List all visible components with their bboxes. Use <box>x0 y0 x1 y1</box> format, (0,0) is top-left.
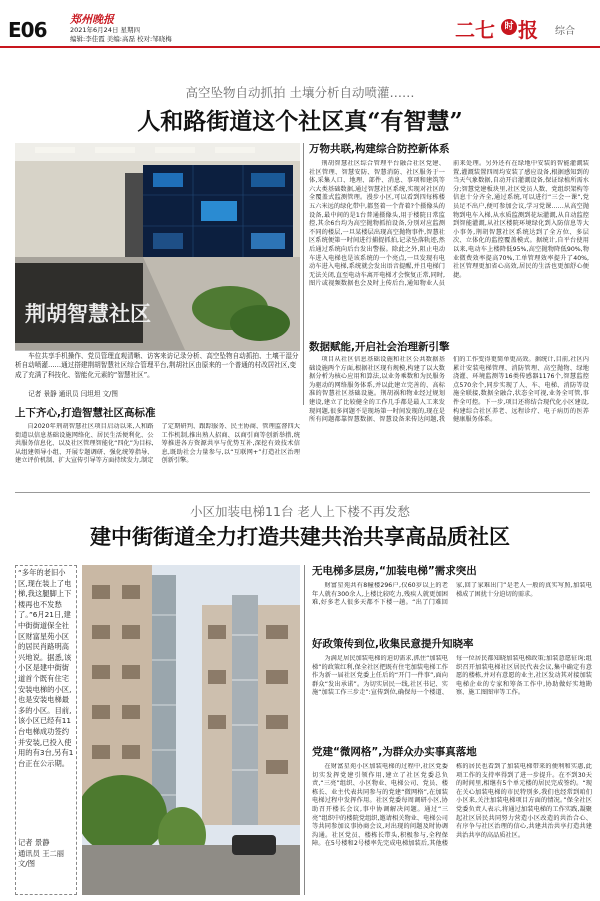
story2-photo <box>82 565 300 895</box>
brand-badge-icon: 时 <box>501 19 517 35</box>
story2-subhead-3: 党建“微网格”,为群众办实事真落地 <box>312 746 477 758</box>
section-label: 综合 <box>555 26 575 37</box>
masthead <box>0 0 600 46</box>
story2-body-3: 在财富星苑小区加装电梯的过程中,社区党委切实发挥党建引领作用,建立了社区党委总负责,“三亮”组织、小区物业、电梯公司、党员、楼栋长、业主代表共同参与的党建“微网格”,在加装电梯过程中发挥作用。社区党委每周调研小区,协助召开楼长会议,事中协调解决问题。通过“三亮”组织中的楼院党组织,邀请相关物业、电梯公司等共同参加议事协商会议,对出现的问题及时协调沟通。社区党员、楼栋长带头,积极参与,全程保障。在5号楼和2号楼率先完成电梯加装后,其他楼栋的居民也看到了加装电梯带来的便利和实惠,此项工作的支持率得到了进一步提升。在不到30天的时间里,相继有5个单元楼的居民完成签约。“现在关心加装电梯的市民特别多,我们也经常到咱们小区来,关注加装电梯项目方面的情况。”保全社区党委负责人表示,将通过加装电梯的工作实践,凝聚起社区居民共同努力营造小区改造的共治合心、有序争与社区治理的信心,共建共治共享打造共建共治共享的高品质社区。 <box>312 763 592 848</box>
editors-line: 编辑:李佳霞 美编:高磊 校对:邹晓梅 <box>70 35 172 43</box>
story2-kicker: 小区加装电梯11台 老人上下楼不再发愁 <box>190 504 410 519</box>
story1-column-rule <box>303 143 304 405</box>
brand-tail: 报 <box>518 18 538 42</box>
story2-subhead-1: 无电梯多层房,“加装电梯”需求突出 <box>312 565 477 577</box>
story2-body-2: 为满足居民加装电梯的迫切需求,抓住“加装电梯”的政策红利,保全社区把既有住宅加装电梯工作作为新一届社区党委上任后的“开门一件事”,面向群众“发出承诺”。为切实居民一线,社区书记、实施“加装工作三步走”:宣传到位,确保每一个楼道、每一位居民都知晓加装电梯政策;加装意愿征询;组织召开加装电梯社区居民代表会议,集中确定有意愿的楼栋,并对有意愿的业主,社区发动其对接加装电梯企业的专家和筹备工作中,协助做好实地勘察、施工图图审等工作。 <box>312 655 592 697</box>
story1-subhead-3: 数据赋能,开启社会治理新引擎 <box>309 341 450 353</box>
page-number: E06 <box>8 18 47 42</box>
story2-column-rule <box>304 565 305 895</box>
story2-lead-box <box>15 565 77 895</box>
story1-subhead-2: 上下齐心,打造智慧社区高标准 <box>15 407 156 419</box>
story2-credit: 记者 景静 通讯员 王二丽 文/图 <box>18 838 65 869</box>
story1-photo-caption: 车位共享手机操作、党员管理直观清晰、访客来访记录分析、高空坠物自动抓拍、土壤干湿分析自动喷灌……通过搭建荆胡智慧社区综合管理平台,荆胡社区由原来的一个普通的村改居社区,变成了充满了科技化、智能化元素的“智慧社区”。 <box>15 352 299 379</box>
story1-photo-rule <box>15 350 300 351</box>
masthead-rule <box>0 46 600 48</box>
brand-main: 二七 <box>455 18 495 42</box>
story2-body-1: 财富星苑共有8幢楼296户,仅60岁以上的老年人就有300余人,上楼比较吃力,残疾人就更加困难,好多老人很多天都不下楼一趟。“出了门难回家,回了家难出门”是老人一般的真实写照,加装电梯成了困扰十分迫切的需求。 <box>312 582 592 607</box>
story1-subhead-1: 万物共联,构建综合防控新体系 <box>309 143 450 155</box>
story2-subhead-2: 好政策传到位,收集民意提升知晓率 <box>312 638 474 650</box>
story1-body-2: 自2020年荆胡智慧社区项目启动以来,人和路街道以信息基础设施网络化、居民生活便利化、公共服务信息化、以及社区管理智能化“四化”为目标,从组建领导小组、开展专题调研、强化统筹指导、建立评价机制、扩大宣传引导等方面持续发力,制定了定期研判、跟踪服务、民主协商、管理监督四大工作机制,推出熟人招商、以商引商等创新举措,统筹推进各方资源共享与优势互补,深挖有效技术信息,既助社会力量参与,以“互联网+”打造社区治理创新引擎。 <box>15 423 300 465</box>
story1-photo-credit: 记者 景静 通讯员 闫坦坦 文/图 <box>28 390 118 398</box>
story-divider <box>15 492 590 493</box>
story2-lead-text: “多年的老旧小区,现在装上了电梯,我这腿脚上下楼再也不发愁了。”6月21日,建中街街道保全社区财富星苑小区的居民肖路明高兴地说。据悉,该小区是建中街街道首个既有住宅安装电梯的小区,也是安装电梯最多的小区。目前,该小区已经有11台电梯成功签约并安装,已投入使用的有3台,另有1台正在公示期。 <box>18 568 74 768</box>
story2-headline: 建中街街道全力打造共建共治共享高品质社区 <box>90 524 510 549</box>
control-room-image <box>15 143 300 350</box>
story1-headline: 人和路街道这个社区真“有智慧” <box>137 108 463 135</box>
elevator-building-image <box>82 565 300 895</box>
newspaper-logo: 郑州晚报 <box>70 13 114 26</box>
story1-photo <box>15 143 300 350</box>
story1-body-1: 荆胡智慧社区综合管理平台融合社区党建、社区管理、智慧安防、智慧消防、社区服务于一体,采集人口、地理、部件、消息、事项和建筑等六大类基础数据,通过智慧社区系统,实现对社区的全覆盖式监测管理。漫步小区,可以看到四每栋楼五六米远的绿化带中,都竖着一个背着?个摄像头的设备,最中间的是1台普通摄像头,用于楼院日常监控,其余6台均为高空抛物抓拍设备,分别对应监测不同的楼层,一旦某楼层出现高空抛物事件,智慧社区系统便第一时间进行捕捉抓拍,记录坠落轨迹,然后通过系统向后台发出警报。除此之外,阻止电动车进入电梯也是该系统的一个亮点,一旦发现有电动车进入电梯,系统就会发出语音提醒,并且电梯门无法关闭,直至电动车离开电梯才会恢复正常,同时,图片或视频数据也会及时上传后台,通知物业人员前来处理。另外还有在绿地中安装的智能灌溉装置,灌溉装置四周均安装了感应设备,根据感知到的当天气象数据,自动开启灌溉设备,保证绿植所需水分;智慧党建板块里,社区党员人数、党组织架构等信息十分齐全,通过系统,可以进行“三会一课”,党员足不出户,便可参加会议,学习党课……从高空抛物到电车入梯,从水质监测到花坛灌溉,从自动监控到智能灌溉,从社区楼院环境绿化到入防信息等大小事务,荆胡智慧社区系统达到了全方位、多层次、立体化的监控覆盖模式。据统计,自平台使用以来,电动车上楼降低95%,高空抛物降低90%,物业微费效率提高70%,工单管理效率提升了40%,社区管理更加省心高效,居民的生活也更加舒心便捷。 <box>309 160 589 288</box>
story1-body-3: 项目从社区信息基础设施和社区公共数据基础设施两个方面,根据社区现有规模,构建了以大数据分析为核心应用和算法,以业务乘数和为民服务为驱动的网络服务体系,并以此建立完善的、高标准的智慧社区基础设施。荆胡祸和物业经过规划建设,建立了比较健全的工作几手都是最人工来发现问题,很多问题不是现场第一时间发现的,现在是所有问题都靠智慧数据、智慧设备来传达问题,我们的工作变得更简单更高效。据统计,目前,社区内累计安装电梯管理、消防管理、高空抛物、绿地浇灌、环境监测等16类传感器1176个,智慧监控点570余个,同步实现了人、车、电梯、消防等设施全联接,数据全融合,状态全可视,业务全可管,事件全可控。下一步,项目还将结合现代化小区建设,构建综合社区养老、远程诊疗、电子病历的医养健康服务体系。 <box>309 356 589 424</box>
section-brand <box>455 14 595 40</box>
wall-sign-text: 荆胡智慧社区 <box>25 301 151 326</box>
date-line: 2021年6月24日 星期四 <box>70 26 141 34</box>
story1-kicker: 高空坠物自动抓拍 土壤分析自动喷灌…… <box>185 85 415 100</box>
